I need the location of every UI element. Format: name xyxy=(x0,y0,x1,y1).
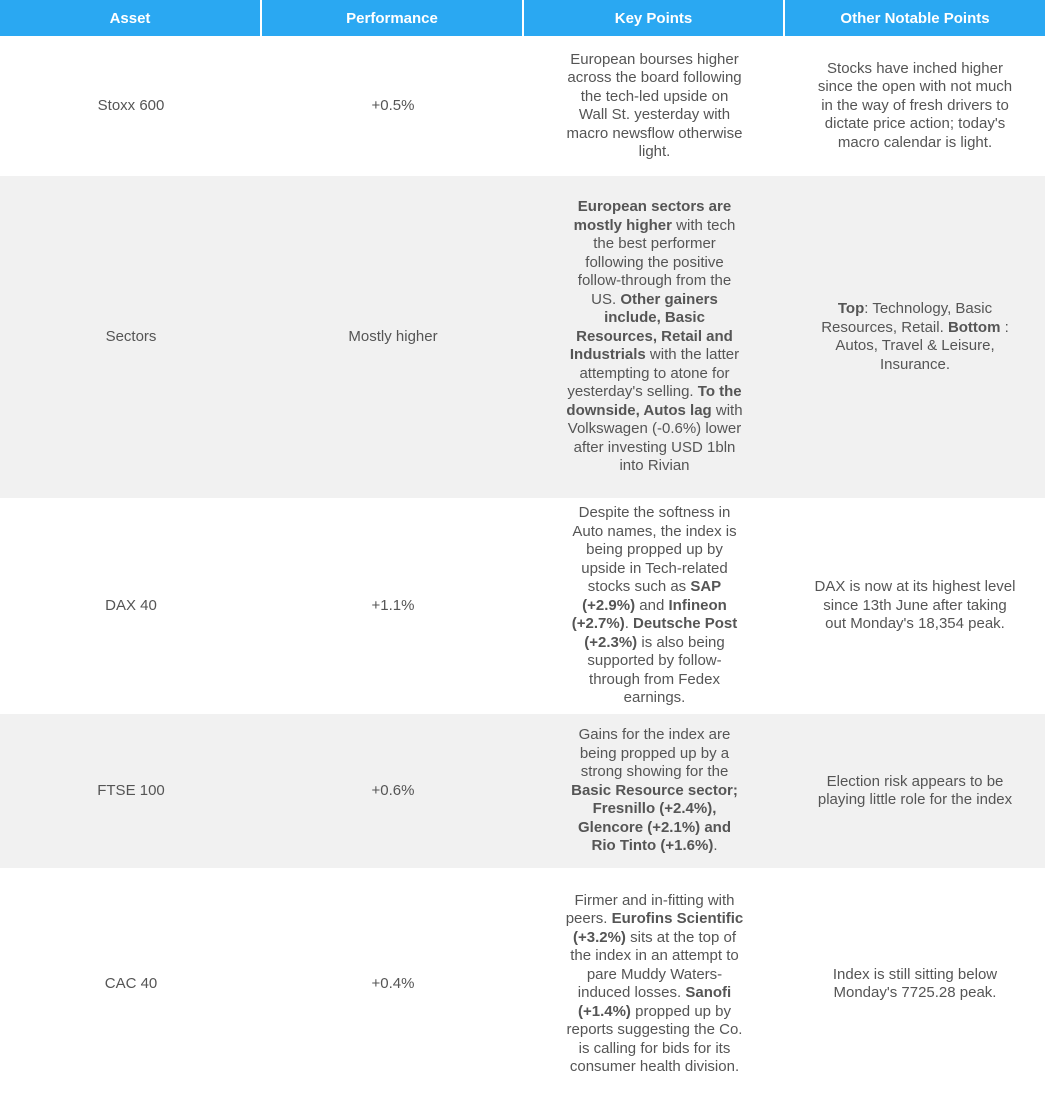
text-run: sits at the top of the index in an attempt to pare Muddy Waters-induced losses. xyxy=(570,928,739,1001)
bold-text-run: Other gainers include, Basic Resources, Retail and Industrials xyxy=(569,290,733,364)
key-points-text xyxy=(566,892,744,1077)
asset-cell: Stoxx 600 xyxy=(0,36,262,174)
bold-text-run: Eurofins Scientific (+3.2%) xyxy=(572,910,744,946)
key-points-text xyxy=(566,504,744,708)
text-run: with the latter attempting to atone for yesterday's selling. xyxy=(567,346,740,401)
text-run: is also being supported by follow-through from Fedex earnings. xyxy=(587,633,725,707)
header-key-points: Key Points xyxy=(524,0,785,36)
table-row xyxy=(0,498,1045,712)
text-run: Firmer and in-fitting with peers. xyxy=(565,891,735,927)
text-run: European bourses higher across the board following the tech-led upside on Wall St. yesterday with macro newsflow otherwise light. xyxy=(566,50,743,160)
bold-text-run: Sanofi (+1.4%) xyxy=(577,984,732,1020)
other-points-text xyxy=(813,773,1017,810)
text-run: Index is still sitting below Monday's 7725.28 peak. xyxy=(832,965,998,1001)
bold-text-run: Basic Resource sector; Fresnillo (+2.4%), Glencore (+2.1%) and Rio Tinto (+1.6%) xyxy=(571,781,738,855)
asset-cell: CAC 40 xyxy=(0,868,262,1098)
other-points-text xyxy=(813,300,1017,374)
key-points-cell xyxy=(524,712,785,868)
performance-cell: +1.1% xyxy=(262,498,524,712)
text-run: : Autos, Travel & Leisure, Insurance. xyxy=(835,318,1009,373)
other-points-cell xyxy=(785,36,1045,174)
performance-cell: Mostly higher xyxy=(262,174,524,498)
other-points-text xyxy=(813,578,1017,634)
table-row xyxy=(0,36,1045,174)
key-points-cell xyxy=(524,36,785,174)
header-other-notable-points: Other Notable Points xyxy=(785,0,1045,36)
bold-text-run: Bottom xyxy=(947,318,1001,336)
other-points-text xyxy=(813,60,1017,153)
text-run: . xyxy=(713,837,718,855)
text-run: Despite the softness in Auto names, the index is being propped up by upside in Tech-related stocks such as xyxy=(572,504,737,596)
table-row xyxy=(0,712,1045,868)
text-run: with Volkswagen (-0.6%) lower after investing USD 1bln into Rivian xyxy=(567,401,743,475)
bold-text-run: Infineon (+2.7%) xyxy=(571,596,727,633)
table-row xyxy=(0,868,1045,1098)
header-performance: Performance xyxy=(262,0,524,36)
other-points-cell xyxy=(785,174,1045,498)
text-run: with tech the best performer following the positive follow-through from the US. xyxy=(577,216,736,308)
table-row xyxy=(0,174,1045,498)
bold-text-run: European sectors are mostly higher xyxy=(573,198,732,234)
bold-text-run: SAP (+2.9%) xyxy=(582,578,722,614)
asset-cell: DAX 40 xyxy=(0,498,262,712)
key-points-text xyxy=(566,198,744,476)
key-points-cell xyxy=(524,868,785,1098)
bold-text-run: Top xyxy=(837,300,865,317)
text-run: : Technology, Basic Resources, Retail. xyxy=(821,300,993,336)
text-run: and xyxy=(635,596,669,614)
other-points-cell xyxy=(785,498,1045,712)
key-points-text xyxy=(566,726,744,856)
key-points-text xyxy=(566,51,744,162)
other-points-text xyxy=(813,966,1017,1003)
bold-text-run: To the downside, Autos lag xyxy=(566,383,742,419)
asset-cell: FTSE 100 xyxy=(0,712,262,868)
text-run: Stocks have inched higher since the open with not much in the way of fresh drivers to dictate price action; today's macro calendar is light. xyxy=(817,59,1013,151)
key-points-cell xyxy=(524,498,785,712)
text-run: propped up by reports suggesting the Co. is calling for bids for its consumer health division. xyxy=(566,1002,743,1075)
text-run: Election risk appears to be playing little role for the index xyxy=(817,772,1013,808)
header-asset: Asset xyxy=(0,0,262,36)
other-points-cell xyxy=(785,712,1045,868)
bold-text-run: Deutsche Post (+2.3%) xyxy=(584,615,738,651)
performance-cell: +0.4% xyxy=(262,868,524,1098)
performance-cell: +0.5% xyxy=(262,36,524,174)
text-run: DAX is now at its highest level since 13th June after taking out Monday's 18,354 peak. xyxy=(814,578,1016,633)
asset-cell: Sectors xyxy=(0,174,262,498)
header-row xyxy=(0,0,1045,36)
other-points-cell xyxy=(785,868,1045,1098)
text-run: . xyxy=(624,615,634,633)
text-run: Gains for the index are being propped up by a strong showing for the xyxy=(578,726,731,781)
performance-cell: +0.6% xyxy=(262,712,524,868)
key-points-cell xyxy=(524,174,785,498)
